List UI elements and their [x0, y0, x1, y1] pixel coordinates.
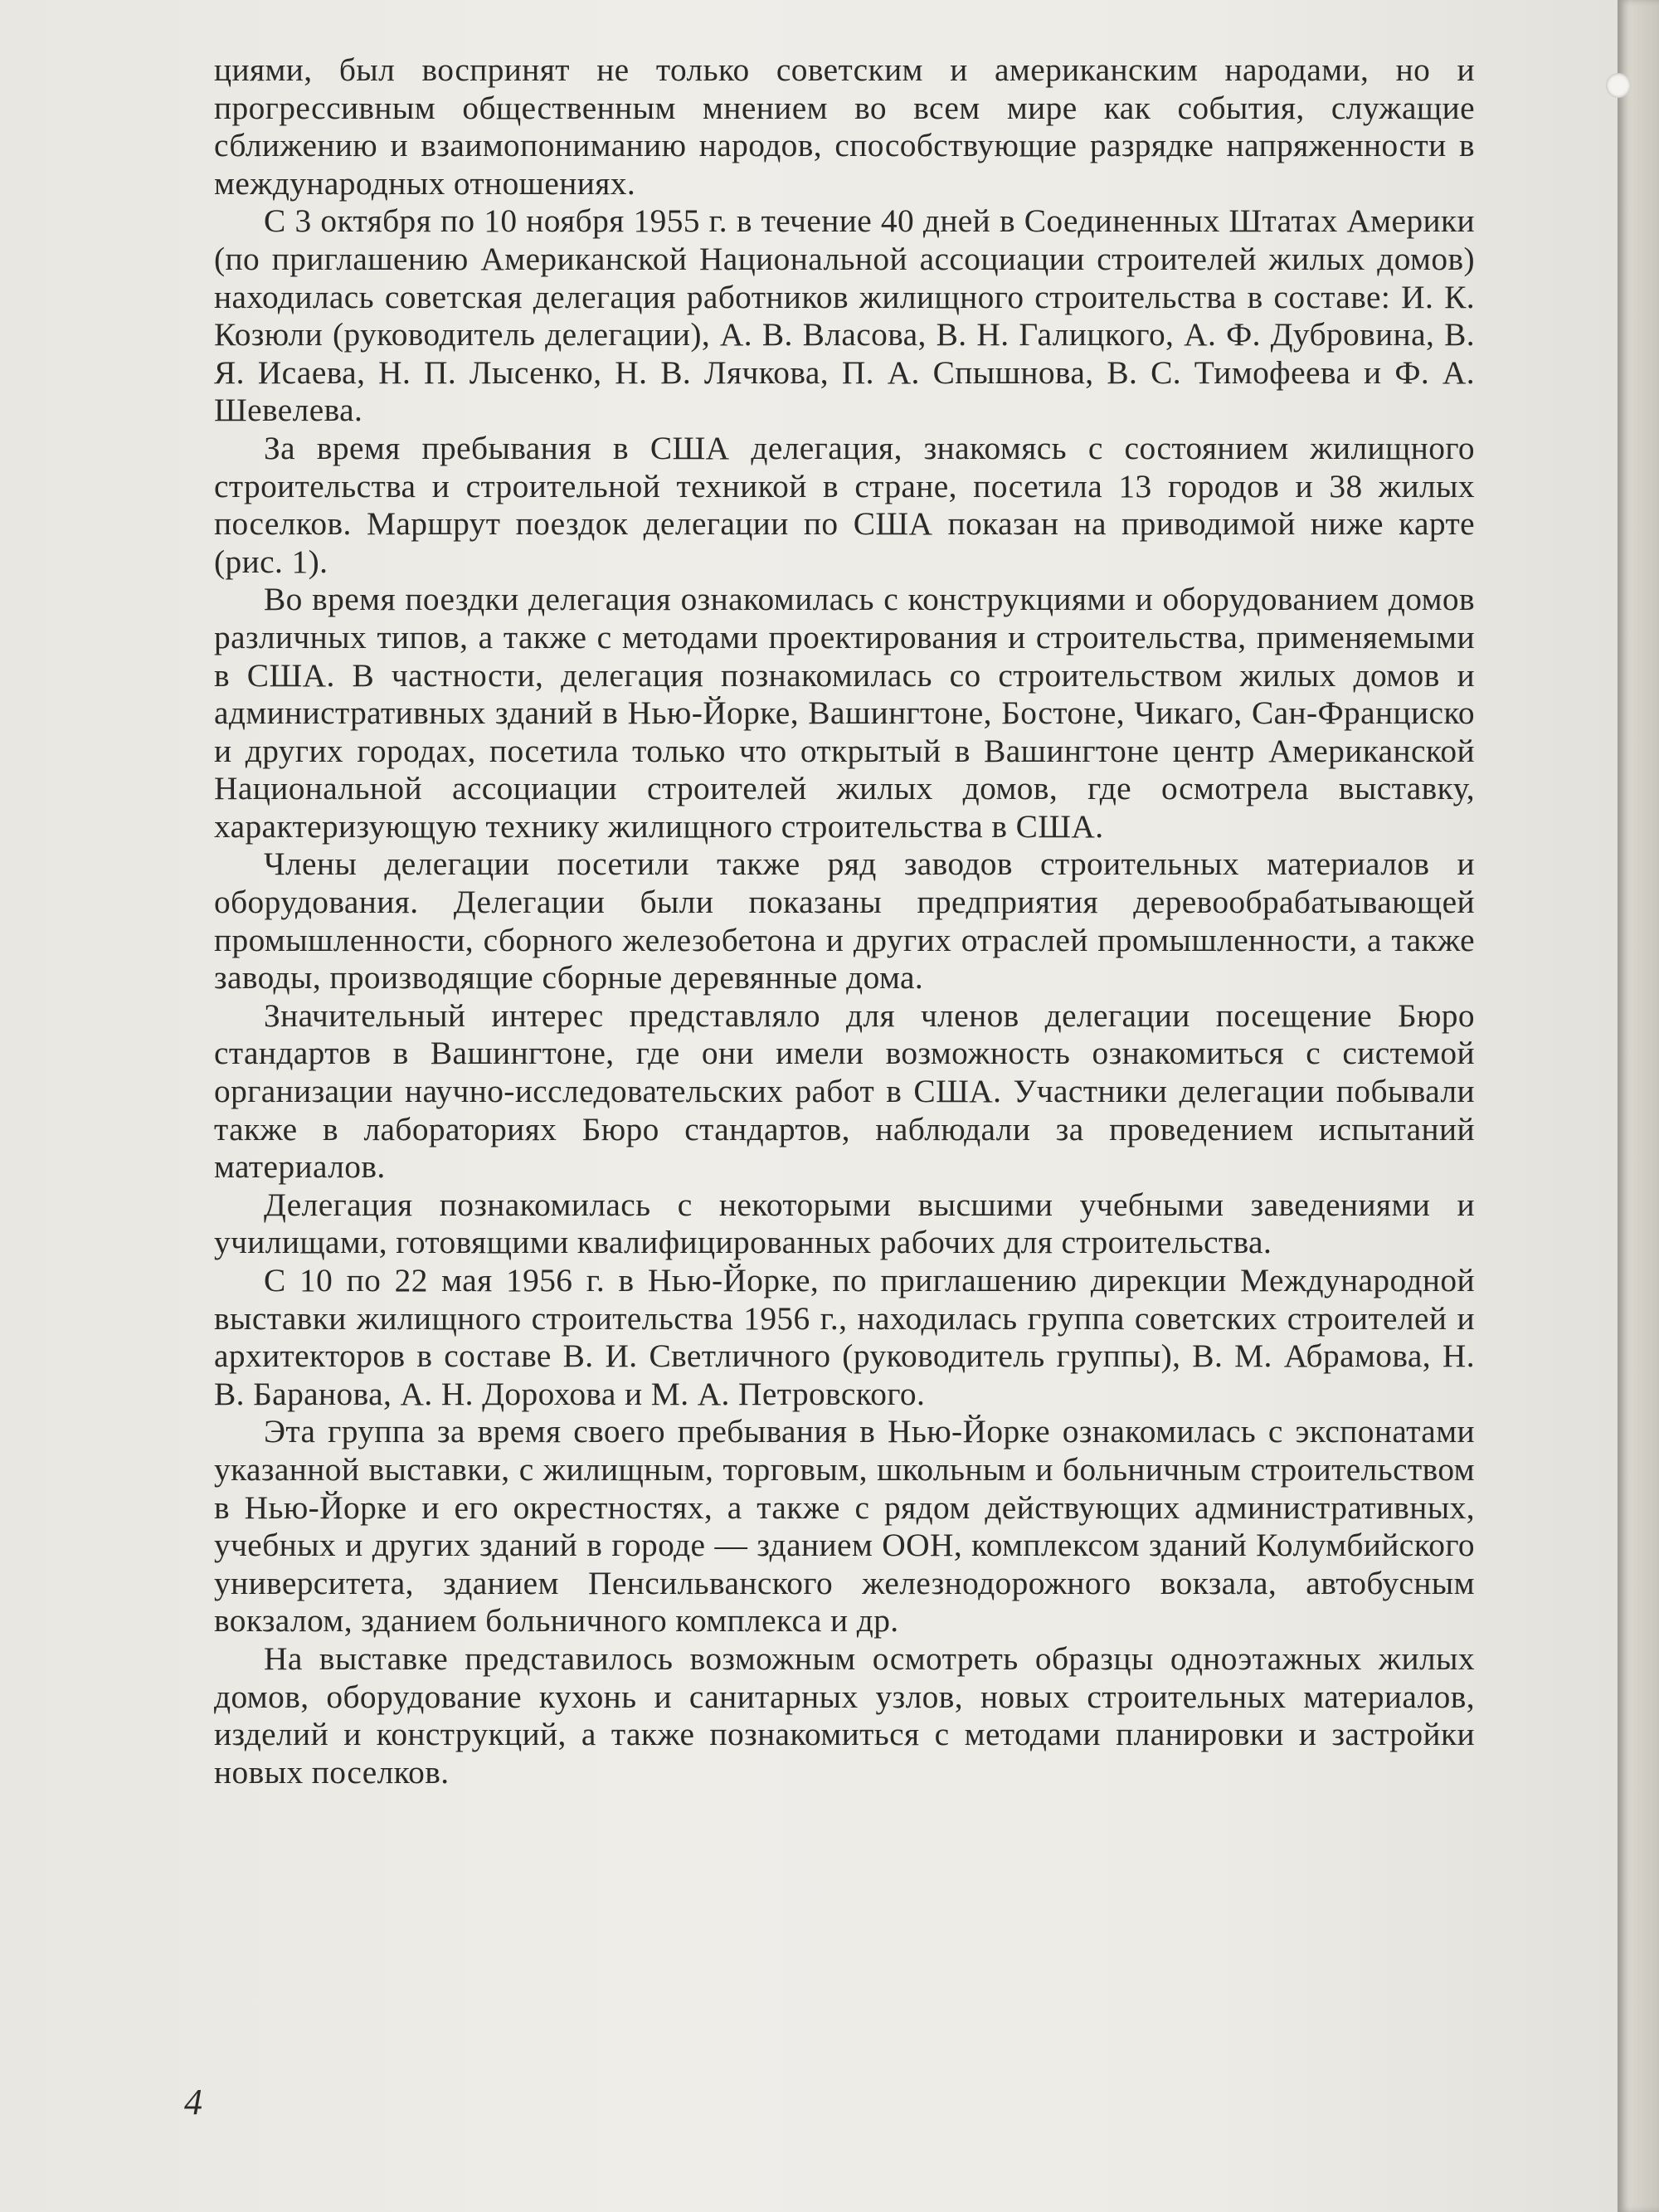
paragraph-exhibition: На выставке представилось возможным осмотреть образцы одноэтажных жилых домов, оборудование кухонь и санитарных узлов, новых строительных материалов, изделий и конструкций, а также познакомиться с методами планировки и застройки новых поселков.	[214, 1640, 1475, 1791]
paragraph-bureau-of-standards: Значительный интерес представляло для членов делегации посещение Бюро стандартов в Вашингтоне, где они имели возможность ознакомиться с системой организации научно-исследовательских работ в США. Участники делегации побывали также в лабораториях Бюро стандартов, наблюдали за проведением испытаний материалов.	[214, 996, 1475, 1186]
paragraph-education: Делегация познакомилась с некоторыми высшими учебными заведениями и училищами, готовящими квалифицированных рабочих для строительства.	[214, 1186, 1475, 1261]
paragraph-route: За время пребывания в США делегация, знакомясь с состоянием жилищного строительства и строительной техникой в стране, посетила 13 городов и 38 жилых поселков. Маршрут поездок делегации по США показан на приводимой ниже карте (рис. 1).	[214, 429, 1475, 580]
paragraph-group-1956: С 10 по 22 мая 1956 г. в Нью-Йорке, по приглашению дирекции Международной выставки жилищного строительства 1956 г., находилась группа советских строителей и архитекторов в составе В. И. Светличного (руководитель группы), В. М. Абрамова, Н. В. Баранова, А. Н. Дорохова и М. А. Петровского.	[214, 1262, 1475, 1412]
page-number: 4	[184, 2082, 202, 2122]
body-text	[214, 51, 1475, 1791]
punch-hole	[1606, 73, 1631, 98]
paragraph-construction-methods: Во время поездки делегация ознакомилась с конструкциями и оборудованием домов различных типов, а также с методами проектирования и строительства, применяемыми в США. В частности, делегация познакомилась со строительством жилых домов и административных зданий в Нью-Йорке, Вашингтоне, Бостоне, Чикаго, Сан-Франциско и других городах, посетила только что открытый в Вашингтоне центр Американской Национальной ассоциации строителей жилых домов, где осмотрела выставку, характеризующую технику жилищного строительства в США.	[214, 581, 1475, 845]
paragraph-factories: Члены делегации посетили также ряд заводов строительных материалов и оборудования. Делегации были показаны предприятия деревообрабатывающей промышленности, сборного железобетона и других отраслей промышленности, а также заводы, производящие сборные деревянные дома.	[214, 845, 1475, 996]
paragraph-group-visits: Эта группа за время своего пребывания в Нью-Йорке ознакомилась с экспонатами указанной выставки, с жилищным, торговым, школьным и больничным строительством в Нью-Йорке и его окрестностях, а также с рядом действующих административных, учебных и других зданий в городе — зданием ООН, комплексом зданий Колумбийского университета, зданием Пенсильванского железнодорожного вокзала, автобусным вокзалом, зданием больничного комплекса и др.	[214, 1413, 1475, 1640]
next-page-edge	[1618, 0, 1659, 2212]
paragraph-continuation: циями, был воспринят не только советским и американским народами, но и прогрессивным общественным мнением во всем мире как события, служащие сближению и взаимопониманию народов, способствующие разрядке напряженности в международных отношениях.	[214, 51, 1475, 202]
paragraph-delegation-1955: С 3 октября по 10 ноября 1955 г. в течение 40 дней в Соединенных Штатах Америки (по приглашению Американской Национальной ассоциации строителей жилых домов) находилась советская делегация работников жилищного строительства в составе: И. К. Козюли (руководитель делегации), А. В. Власова, В. Н. Галицкого, А. Ф. Дубровина, В. Я. Исаева, Н. П. Лысенко, Н. В. Лячкова, П. А. Спышнова, В. С. Тимофеева и Ф. А. Шевелева.	[214, 202, 1475, 429]
